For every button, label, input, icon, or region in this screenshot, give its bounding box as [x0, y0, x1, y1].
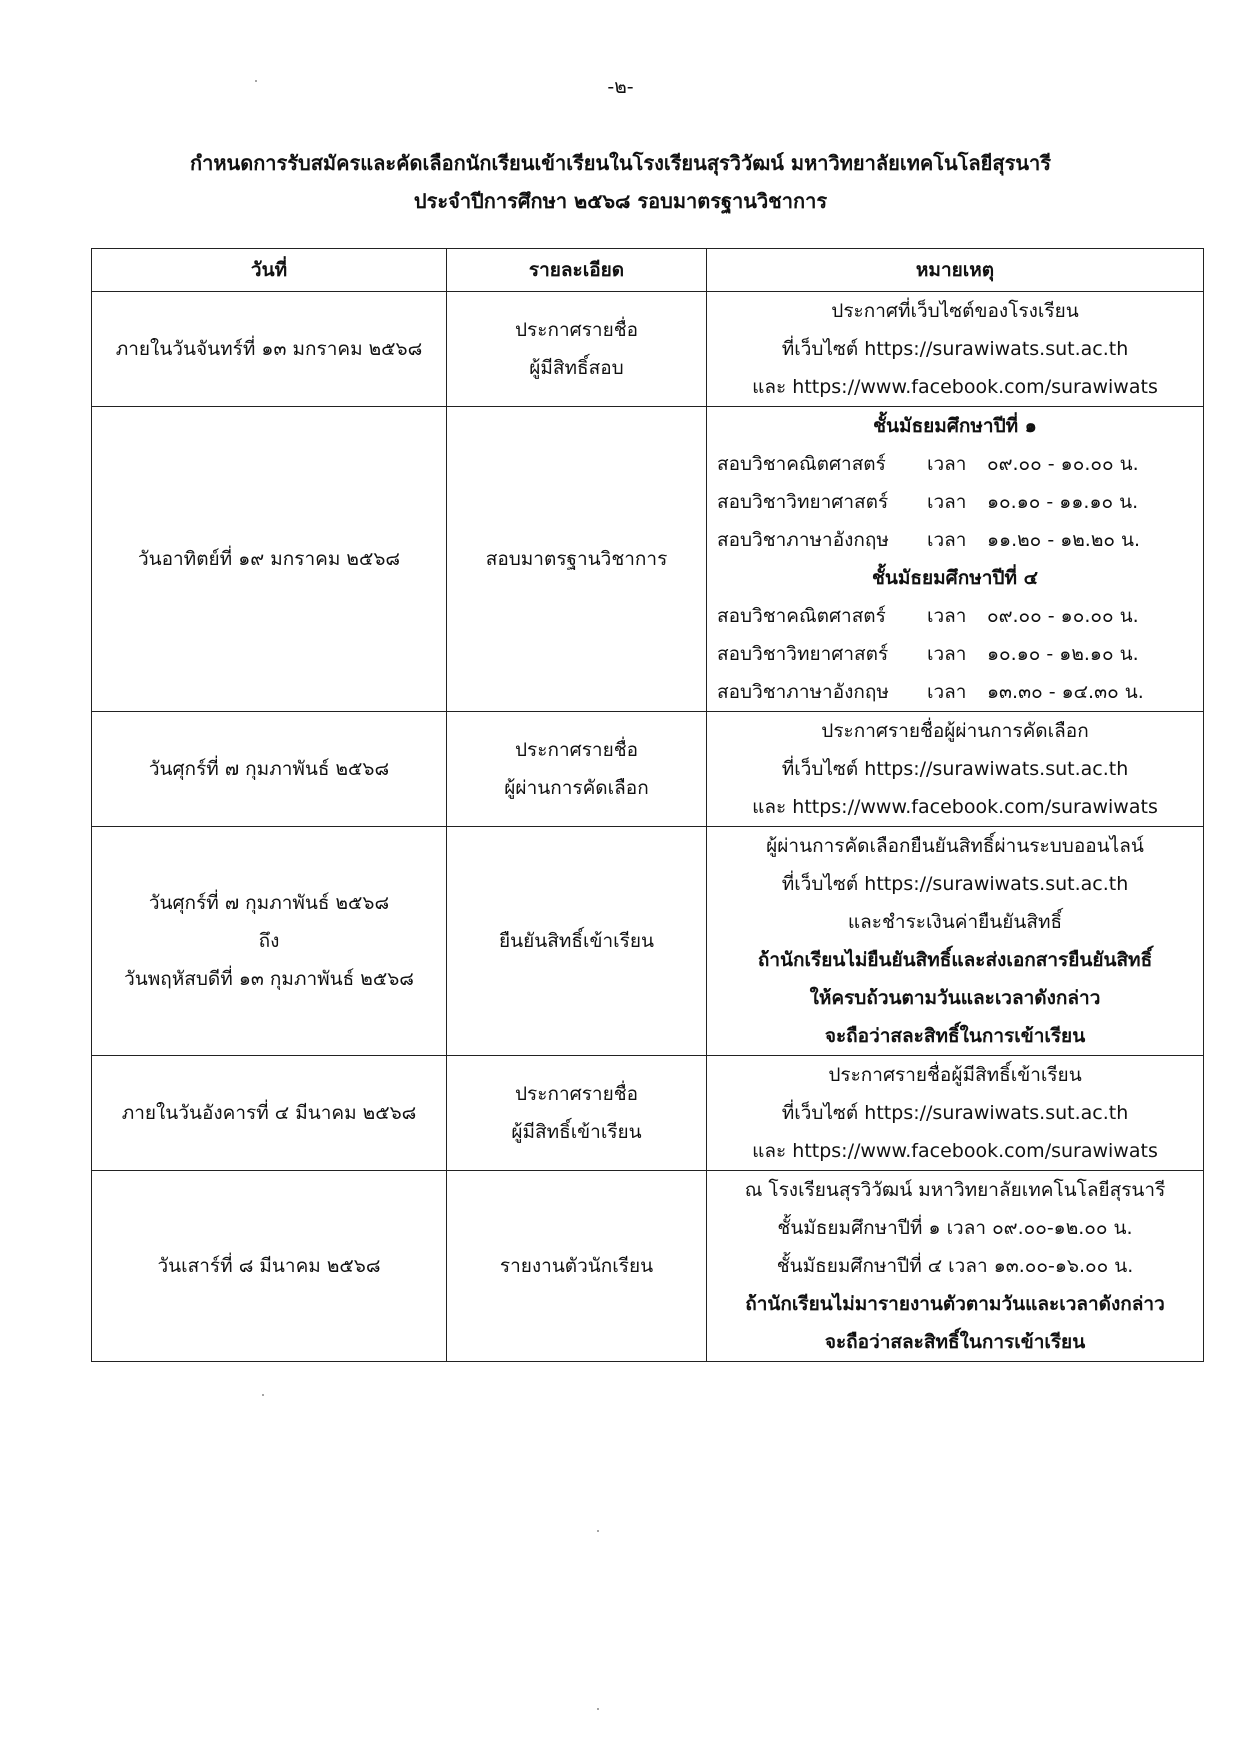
detail-text: ผู้มีสิทธิ์เข้าเรียน — [511, 1121, 642, 1143]
exam-time: ๑๐.๑๐ - ๑๑.๑๐ น. — [987, 491, 1139, 513]
time-label: เวลา — [927, 643, 967, 665]
time-label: เวลา — [927, 529, 967, 551]
schedule-table — [91, 248, 1204, 1362]
exam-subject: สอบวิชาภาษาอังกฤษ — [717, 681, 889, 703]
header-notes: หมายเหตุ — [707, 249, 1204, 292]
detail-cell — [447, 712, 707, 827]
scan-speck — [597, 1530, 599, 1532]
table-row — [92, 712, 1204, 827]
date-cell — [92, 407, 447, 712]
date-cell — [92, 1056, 447, 1171]
notes-cell — [707, 1056, 1204, 1171]
notes-cell — [707, 292, 1204, 407]
note-text: ผู้ผ่านการคัดเลือกยืนยันสิทธิ์ผ่านระบบออนไลน์ — [766, 835, 1144, 857]
exam-line — [713, 597, 1197, 635]
exam-line — [713, 673, 1197, 711]
exam-line — [713, 483, 1197, 521]
scan-speck — [255, 80, 257, 82]
date-cell — [92, 827, 447, 1056]
detail-text: ยืนยันสิทธิ์เข้าเรียน — [499, 930, 654, 952]
exam-time: ๐๙.๐๐ - ๑๐.๐๐ น. — [987, 605, 1139, 627]
detail-cell — [447, 827, 707, 1056]
note-text: ชั้นมัธยมศึกษาปีที่ ๑ เวลา ๐๙.๐๐-๑๒.๐๐ น. — [777, 1217, 1133, 1239]
detail-text: ผู้มีสิทธิ์สอบ — [529, 357, 624, 379]
document-title-line-2: ประจำปีการศึกษา ๒๕๖๘ รอบมาตรฐานวิชาการ — [413, 189, 828, 213]
exam-time: ๑๓.๓๐ - ๑๔.๓๐ น. — [987, 681, 1144, 703]
date-text: วันอาทิตย์ที่ ๑๙ มกราคม ๒๕๖๘ — [137, 548, 401, 570]
detail-text: ประกาศรายชื่อ — [514, 319, 639, 341]
table-row — [92, 1056, 1204, 1171]
table-row — [92, 292, 1204, 407]
exam-subject: สอบวิชาคณิตศาสตร์ — [717, 605, 886, 627]
document-title-line-1: กำหนดการรับสมัครและคัดเลือกนักเรียนเข้าเรียนในโรงเรียนสุรวิวัฒน์ มหาวิทยาลัยเทคโนโลยีสุรนารี — [190, 151, 1051, 175]
detail-text: สอบมาตรฐานวิชาการ — [485, 548, 668, 570]
header-date: วันที่ — [92, 249, 447, 292]
detail-text: รายงานตัวนักเรียน — [499, 1255, 654, 1277]
grade-heading: ชั้นมัธยมศึกษาปีที่ ๑ — [873, 415, 1037, 437]
notes-cell — [707, 827, 1204, 1056]
date-text: ภายในวันจันทร์ที่ ๑๓ มกราคม ๒๕๖๘ — [115, 338, 423, 360]
detail-cell — [447, 1171, 707, 1362]
grade-heading: ชั้นมัธยมศึกษาปีที่ ๔ — [872, 567, 1038, 589]
exam-line — [713, 521, 1197, 559]
exam-subject: สอบวิชาวิทยาศาสตร์ — [717, 643, 889, 665]
time-label: เวลา — [927, 491, 967, 513]
note-link[interactable]: ที่เว็บไซต์ https://surawiwats.sut.ac.th — [781, 1102, 1129, 1124]
date-cell — [92, 292, 447, 407]
table-header-row — [92, 249, 1204, 292]
warning-text: ถ้านักเรียนไม่ยืนยันสิทธิ์และส่งเอกสารยืนยันสิทธิ์ — [757, 949, 1153, 971]
exam-subject: สอบวิชาวิทยาศาสตร์ — [717, 491, 889, 513]
date-text: ถึง — [258, 930, 280, 952]
note-link[interactable]: ที่เว็บไซต์ https://surawiwats.sut.ac.th — [781, 873, 1129, 895]
note-link[interactable]: ที่เว็บไซต์ https://surawiwats.sut.ac.th — [781, 758, 1129, 780]
time-label: เวลา — [927, 453, 967, 475]
exam-time: ๑๑.๒๐ - ๑๒.๒๐ น. — [987, 529, 1141, 551]
note-link[interactable]: และ https://www.facebook.com/surawiwats — [752, 796, 1158, 818]
exam-subject: สอบวิชาภาษาอังกฤษ — [717, 529, 889, 551]
page-number: -๒- — [607, 76, 634, 98]
scan-speck — [597, 1708, 599, 1710]
table-row — [92, 827, 1204, 1056]
warning-text: ถ้านักเรียนไม่มารายงานตัวตามวันและเวลาดังกล่าว — [745, 1293, 1165, 1315]
table-row — [92, 1171, 1204, 1362]
date-cell — [92, 712, 447, 827]
exam-subject: สอบวิชาคณิตศาสตร์ — [717, 453, 886, 475]
note-link[interactable]: และ https://www.facebook.com/surawiwats — [752, 376, 1158, 398]
notes-cell — [707, 1171, 1204, 1362]
date-text: วันเสาร์ที่ ๘ มีนาคม ๒๕๖๘ — [157, 1255, 381, 1277]
detail-cell — [447, 292, 707, 407]
exam-time: ๑๐.๑๐ - ๑๒.๑๐ น. — [987, 643, 1139, 665]
warning-text: จะถือว่าสละสิทธิ์ในการเข้าเรียน — [824, 1331, 1086, 1353]
date-text: วันศุกร์ที่ ๗ กุมภาพันธ์ ๒๕๖๘ — [148, 892, 390, 914]
note-text: และชำระเงินค่ายืนยันสิทธิ์ — [847, 911, 1063, 933]
date-text: วันศุกร์ที่ ๗ กุมภาพันธ์ ๒๕๖๘ — [148, 758, 390, 780]
notes-cell — [707, 712, 1204, 827]
exam-line — [713, 445, 1197, 483]
detail-text: ประกาศรายชื่อ — [514, 739, 639, 761]
exam-schedule-cell — [707, 407, 1204, 712]
detail-text: ผู้ผ่านการคัดเลือก — [504, 777, 649, 799]
exam-line — [713, 635, 1197, 673]
note-text: ประกาศรายชื่อผู้มีสิทธิ์เข้าเรียน — [828, 1064, 1082, 1086]
time-label: เวลา — [927, 681, 967, 703]
detail-text: ประกาศรายชื่อ — [514, 1083, 639, 1105]
detail-cell — [447, 407, 707, 712]
exam-time: ๐๙.๐๐ - ๑๐.๐๐ น. — [987, 453, 1139, 475]
note-link[interactable]: ที่เว็บไซต์ https://surawiwats.sut.ac.th — [781, 338, 1129, 360]
warning-text: จะถือว่าสละสิทธิ์ในการเข้าเรียน — [824, 1025, 1086, 1047]
detail-cell — [447, 1056, 707, 1171]
note-text: ประกาศรายชื่อผู้ผ่านการคัดเลือก — [821, 720, 1089, 742]
note-text: ณ โรงเรียนสุรวิวัฒน์ มหาวิทยาลัยเทคโนโลยีสุรนารี — [744, 1179, 1166, 1201]
note-link[interactable]: และ https://www.facebook.com/surawiwats — [752, 1140, 1158, 1162]
date-text: วันพฤหัสบดีที่ ๑๓ กุมภาพันธ์ ๒๕๖๘ — [124, 968, 414, 990]
table-row — [92, 407, 1204, 712]
scan-speck — [262, 1394, 264, 1396]
warning-text: ให้ครบถ้วนตามวันและเวลาดังกล่าว — [809, 987, 1101, 1009]
time-label: เวลา — [927, 605, 967, 627]
header-detail: รายละเอียด — [447, 249, 707, 292]
note-text: ชั้นมัธยมศึกษาปีที่ ๔ เวลา ๑๓.๐๐-๑๖.๐๐ น. — [776, 1255, 1134, 1277]
date-text: ภายในวันอังคารที่ ๔ มีนาคม ๒๕๖๘ — [121, 1102, 417, 1124]
note-text: ประกาศที่เว็บไซต์ของโรงเรียน — [831, 300, 1079, 322]
date-cell — [92, 1171, 447, 1362]
